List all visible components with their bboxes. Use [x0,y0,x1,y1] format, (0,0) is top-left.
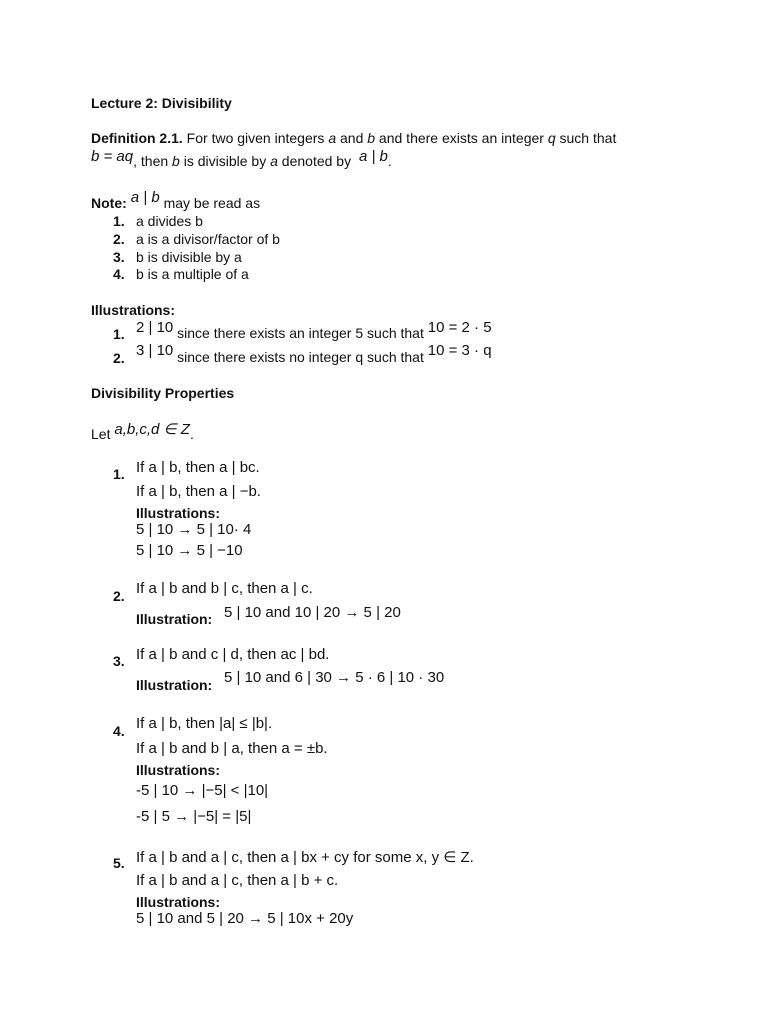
definition-text: is divisible by [179,153,271,169]
equation: 10 = 3 · q [427,342,492,359]
list-number: 2. [113,350,125,366]
expression: 3 | 10 [136,342,174,359]
example: 5 | 10 and 10 | 20 → 5 | 20 [224,604,401,621]
let-expression: a,b,c,d ∈ Z [114,421,190,438]
notation: a | b [130,189,160,206]
illustrations-label: Illustrations: [136,762,221,778]
expression: 2 | 10 [136,319,174,336]
example: 5 | 10 → 5 | 10· 4 [136,521,252,538]
illustration-line [136,319,492,341]
list-number: 3. [113,249,125,265]
illustration-label: Illustration: [136,677,213,693]
list-number: 4. [113,266,125,282]
property-statement: If a | b, then a | bc. [136,459,260,476]
example: -5 | 10 → |−5| < |10| [136,782,269,799]
definition-line-1 [91,130,616,146]
illustration-text: since there exists no integer q such that [173,349,428,365]
property-statement: If a | b and a | c, then a | b + c. [136,872,339,889]
note-line [91,189,261,211]
period: . [387,153,392,169]
property-statement: If a | b and b | a, then a = ±b. [136,740,328,757]
definition-text: , then [133,153,173,169]
example: 5 | 10 → 5 | −10 [136,542,243,559]
property-statement: If a | b and b | c, then a | c. [136,580,313,597]
definition-text: such that [555,130,617,146]
definition-line-2 [91,148,392,169]
property-statement: If a | b and c | d, then ac | bd. [136,646,330,663]
var-q: q [547,130,556,146]
list-number: 1. [113,213,125,229]
definition-text: denoted by [277,153,355,169]
var-a: a [328,130,337,146]
property-statement: If a | b and a | c, then a | bx + cy for some x, y ∈ Z. [136,849,474,866]
conj: and [336,130,368,146]
illustration-label: Illustration: [136,611,213,627]
definition-label: Definition 2.1. [91,130,183,146]
property-number: 1. [113,466,125,482]
note-label: Note: [91,195,127,211]
definition-equation: b = aq [91,148,134,165]
property-number: 2. [113,588,125,604]
property-number: 3. [113,653,125,669]
var-b: b [172,153,180,169]
definition-text: For two given integers [182,130,329,146]
illustrations-heading: Illustrations: [91,302,176,318]
notation: a | b [358,148,388,165]
list-item: a is a divisor/factor of b [136,231,280,247]
list-item: b is divisible by a [136,249,242,265]
property-statement: If a | b, then |a| ≤ |b|. [136,715,273,732]
note-text: may be read as [159,195,261,211]
list-number: 2. [113,231,125,247]
var-a: a [270,153,278,169]
page-title: Lecture 2: Divisibility [91,95,232,111]
section-heading: Divisibility Properties [91,385,235,401]
example: 5 | 10 and 5 | 20 → 5 | 10x + 20y [136,910,354,927]
list-item: b is a multiple of a [136,266,249,282]
let-period: . [189,426,194,442]
list-item: a divides b [136,213,203,229]
let-label: Let [91,426,115,442]
equation: 10 = 2 · 5 [427,319,492,336]
example: 5 | 10 and 6 | 30 → 5 · 6 | 10 · 30 [224,669,445,686]
let-line [91,420,194,442]
illustrations-label: Illustrations: [136,894,221,910]
illustrations-label: Illustrations: [136,505,221,521]
list-number: 1. [113,326,125,342]
illustration-text: since there exists an integer 5 such that [173,325,428,341]
property-number: 4. [113,723,125,739]
definition-text: and there exists an integer [375,130,548,146]
property-statement: If a | b, then a | −b. [136,483,261,500]
property-number: 5. [113,855,125,871]
illustration-line [136,342,492,365]
example: -5 | 5 → |−5| = |5| [136,808,252,825]
var-b: b [367,130,376,146]
